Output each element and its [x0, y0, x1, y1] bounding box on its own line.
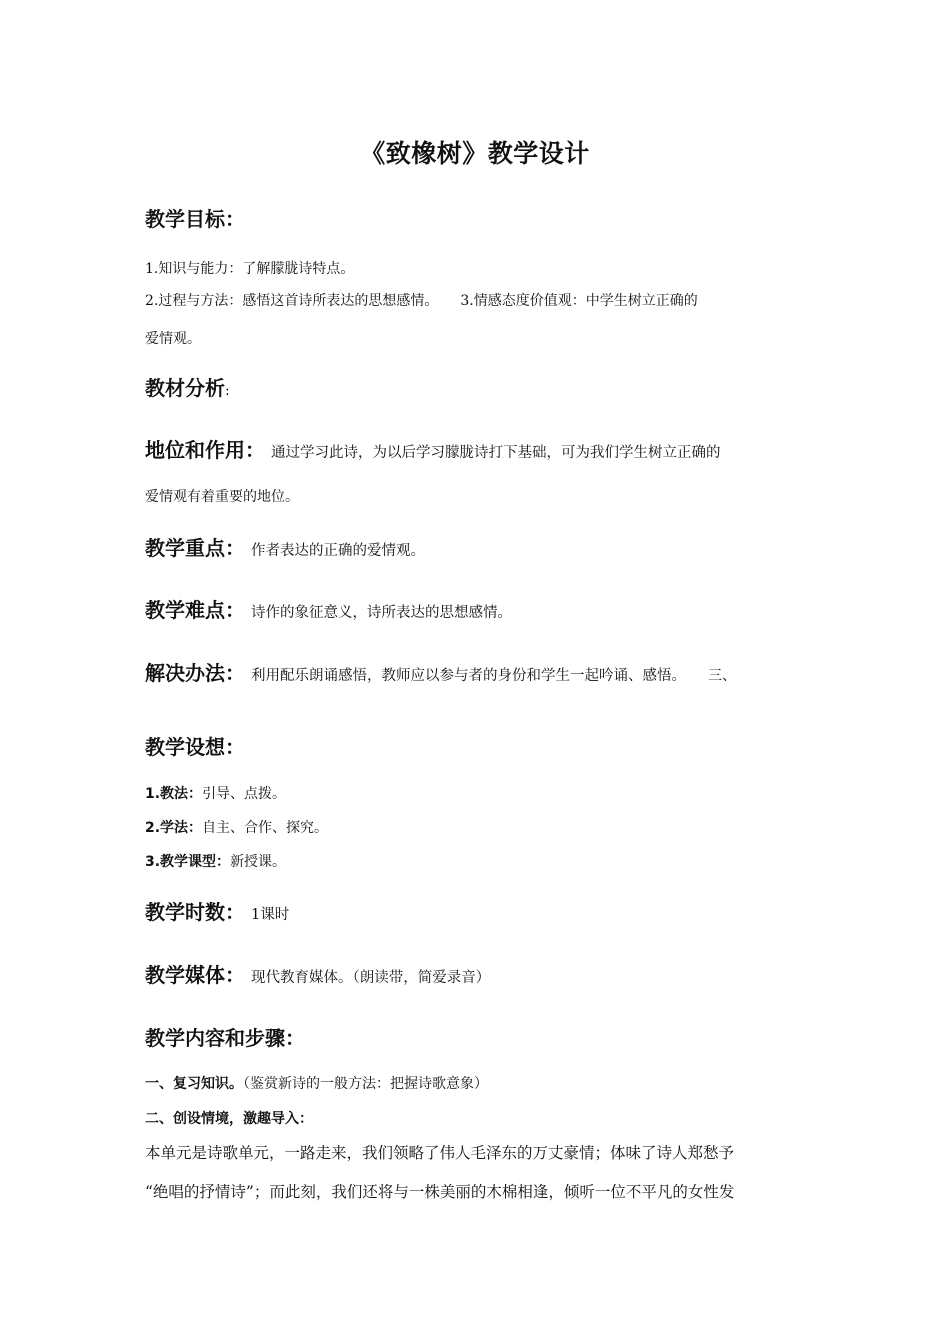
- teaching-idea-item-3-label: 3.教学课型：: [145, 854, 231, 870]
- media-text: 现代教育媒体。（朗读带，简爱录音）: [251, 970, 491, 986]
- solution-row: [145, 657, 830, 686]
- teaching-idea-item-1-label: 1.教法：: [145, 786, 203, 802]
- step-1-label: 一、复习知识。: [145, 1076, 243, 1092]
- teaching-idea-heading: 教学设想：: [145, 735, 245, 759]
- media-label: 教学媒体：: [145, 963, 245, 987]
- objectives-heading: 教学目标：: [145, 207, 245, 231]
- media-row: [145, 959, 810, 988]
- step-2-label: 二、创设情境，激趣导入：: [145, 1111, 313, 1127]
- solution-text: 利用配乐朗诵感悟，教师应以参与者的身份和学生一起吟诵、感悟。: [251, 668, 686, 684]
- solution-trailing: 三、: [708, 668, 736, 684]
- document-title: 《致橡树》教学设计: [360, 139, 590, 168]
- step-1-row: [145, 1073, 810, 1093]
- difficulty-text: 诗作的象征意义，诗所表达的思想感情。: [251, 605, 512, 621]
- hours-label: 教学时数：: [145, 900, 245, 924]
- material-analysis-colon: :: [225, 383, 230, 399]
- teaching-idea-item-2-text: 自主、合作、探究。: [202, 820, 329, 836]
- position-role-row: [145, 434, 810, 463]
- objective-item-3-continued: 爱情观。: [145, 331, 201, 347]
- teaching-idea-item-2: [145, 817, 810, 837]
- objective-item-2: 2.过程与方法：感悟这首诗所表达的思想感情。: [145, 293, 439, 309]
- position-role-label: 地位和作用：: [145, 438, 265, 462]
- teaching-idea-item-3: [145, 851, 810, 871]
- teaching-idea-item-1: [145, 783, 810, 803]
- key-point-row: [145, 532, 810, 561]
- objective-item-2-3-row: [145, 290, 810, 310]
- solution-label: 解决办法：: [145, 661, 245, 685]
- content-steps-heading: 教学内容和步骤：: [145, 1026, 305, 1050]
- key-point-text: 作者表达的正确的爱情观。: [251, 543, 425, 559]
- difficulty-row: [145, 594, 810, 623]
- teaching-idea-item-1-text: 引导、点拨。: [202, 786, 287, 802]
- teaching-idea-item-3-text: 新授课。: [230, 854, 287, 870]
- material-analysis-heading: 教材分析: [145, 376, 225, 400]
- position-role-text: 通过学习此诗，为以后学习朦胧诗打下基础，可为我们学生树立正确的: [271, 445, 721, 461]
- material-analysis-heading-row: [145, 372, 810, 401]
- difficulty-label: 教学难点：: [145, 598, 245, 622]
- objective-item-3: 3.情感态度价值观：中学生树立正确的: [460, 293, 698, 309]
- step-1-text: （鉴赏新诗的一般方法：把握诗歌意象）: [243, 1076, 488, 1092]
- key-point-label: 教学重点：: [145, 536, 245, 560]
- intro-paragraph-line-1: 本单元是诗歌单元，一路走来，我们领略了伟人毛泽东的万丈豪情；体味了诗人郑愁予: [145, 1144, 735, 1162]
- intro-paragraph-line-2: “绝唱的抒情诗”；而此刻，我们还将与一株美丽的木棉相逢，倾听一位不平凡的女性发: [145, 1183, 735, 1201]
- hours-text: 1课时: [251, 907, 290, 923]
- teaching-idea-item-2-label: 2.学法：: [145, 820, 203, 836]
- position-role-text-continued: 爱情观有着重要的地位。: [145, 489, 299, 505]
- objective-item-1: 1.知识与能力：了解朦胧诗特点。: [145, 261, 355, 277]
- hours-row: [145, 896, 810, 925]
